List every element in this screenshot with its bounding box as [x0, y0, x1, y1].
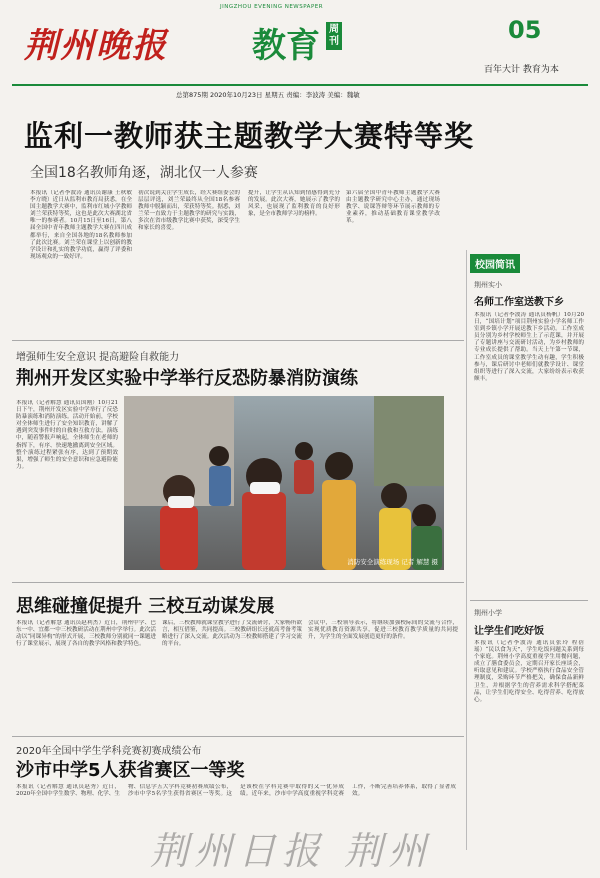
page-number: 05: [508, 16, 542, 44]
masthead-pinyin: JINGZHOU EVENING NEWSPAPER: [220, 4, 324, 10]
drill-headline: 荆州开发区实验中学举行反恐防暴消防演练: [16, 368, 358, 389]
lead-text-col4: 第六届全国中青年教师主题教学大赛由主题教学研究中心主办，通过现场教学、说课答辩等环节展示教师的专业素养，推动基础教育课堂教学改革。: [346, 190, 440, 225]
notice-text-1: 本报讯（记者李波涛 通讯员杨帆）10月20日，“国培计划”项目荆州实验小学名师工作室到乡镇小学开展送教下乡活动。工作室成员分别为乡村学校师生上了示范课，并开展了专题讲座与交流研讨活动，为乡村教师的专业成长提供了帮助。当天上午第一节课，工作室成员的课堂教学生动有趣，学生积极参与，课后研讨中老师们就教学设计、课堂组织等进行了深入交流，大家纷纷表示收获颇丰。: [474, 312, 584, 382]
notice-tag-2: 荆州小学: [474, 609, 502, 617]
lead-text-col3: 提升，让学生从认知到情感得到充分的发展。此次大赛，她展示了教学的风采，也展现了监利教育的良好形象，是全市教师学习的榜样。: [248, 190, 340, 218]
section-title: 教育: [252, 26, 320, 66]
paper-logo: 荆州晚报: [24, 26, 168, 66]
lead-text-col2: 初次说到关注学生成长，经大赛组委会的层层评选，刘兰荣最终从全国18名参赛教师中脱颖而出，荣获特等奖。据悉，刘兰荣一直致力于主题教学的研究与实践，多次在省市级教学比赛中获奖，深受学生和家长的喜爱。: [138, 190, 240, 232]
three-school-text-2: 课后，三校教师就课堂教学进行了交流研讨，大家畅所欲言，相互借鉴，共同提高。三校教研组长还就高考备考策略进行了深入交流。此次活动为三校教师搭建了学习交流的平台。: [162, 620, 302, 648]
contest-text: 本报讯（记者解慧 通讯员赵秀）近日，2020年全国中学生数学、物理、化学、生物、信息学五大学科竞赛初赛成绩公布，沙市中学5名学生获得省赛区一等奖。这是该校在学科竞赛中取得的又一优异成绩。近年来，沙市中学高度重视学科竞赛工作，不断完善培养体系，取得了显著成效。: [16, 784, 456, 798]
three-school-headline: 思维碰撞促提升 三校互动谋发展: [16, 596, 275, 617]
three-school-text-3: 会议中，三校领导表示，将继续加强校际间的交流与合作，实现优质教育资源共享，促进三校教育教学质量的共同提升，为学生的全面发展创造更好的条件。: [308, 620, 458, 641]
notice-header: 校园简讯: [470, 254, 520, 273]
notice-tag-1: 荆州实小: [474, 281, 502, 289]
watermark: 荆州日报 荆州: [150, 829, 433, 873]
lead-headline: 监利一教师获主题教学大赛特等奖: [24, 119, 475, 153]
slogan: 百年大计 教育为本: [484, 65, 559, 75]
lead-subhead: 全国18名教师角逐，湖北仅一人参赛: [30, 165, 258, 181]
three-school-text-1: 本报讯（记者解慧 通讯员赵利杰）近日，荆州中学、巴东一中、宜都一中三校教研活动在荆州中学举行。此次活动以“同课异构”的形式开展，三校教师分别就同一课题进行了课堂展示，展现了各自的教学风格和教学特色。: [16, 620, 156, 648]
notice-text-2: 本报讯（记者李波涛 通讯员张玲 程蓓瑶）“民以食为天”，学生吃饭问题关系到每个家庭。荆州小学高度重视学生用餐问题，成立了膳食委员会，定期召开家长座谈会，听取意见和建议。学校严格执行食品安全管理制度，采购环节严格把关，确保食品新鲜卫生，并根据学生的营养需求科学搭配菜品，让学生们吃得安全、吃得营养、吃得放心。: [474, 640, 584, 703]
drill-photo: [124, 396, 444, 570]
lead-text-col1: 本报讯（记者李波涛 通讯员谢康 王秋敏 李方晓）近日从监利市教育局获悉，在全国主题教学大赛中，监利市红城小学教师刘兰荣获特等奖，这也是此次大赛湖北省唯一的参赛者。10月15日至16日，第八届全国中青年教师主题教学大赛在四川成都举行，来自全国各地的18名教师参加了此次比赛。刘兰荣在课堂上以创新的教学设计和扎实的教学功底，赢得了评委和现场观众的一致好评。: [30, 190, 132, 260]
drill-photo-caption: 消防安全演练现场 记者 解慧 摄: [347, 558, 438, 566]
drill-kicker: 增强师生安全意识 提高避险自救能力: [16, 352, 180, 363]
contest-headline: 沙市中学5人获省赛区一等奖: [16, 760, 245, 781]
drill-photo-image: [124, 396, 444, 570]
notice-title-2: 让学生们吃好饭: [474, 626, 544, 637]
contest-kicker: 2020年全国中学生学科竞赛初赛成绩公布: [16, 746, 202, 757]
weekly-badge: 周刊: [326, 22, 342, 50]
notice-title-1: 名师工作室送教下乡: [474, 297, 564, 308]
issue-line: 总第875期 2020年10月23日 星期五 责编：李波涛 美编：魏敏: [176, 91, 360, 99]
drill-text: 本报讯（记者解慧 通讯员国刚）10月21日下午，荆州开发区实验中学举行了反恐防暴演练和消防演练。活动开始前，学校对全体师生进行了安全知识教育，讲解了遇到突发事件时的自救和互救方法。演练中，随着警报声响起，全体师生在老师的指挥下，有序、快速地撤离到安全区域。整个演练过程紧张有序，达到了预期效果，增强了师生的安全意识和应急避险能力。: [16, 400, 118, 470]
